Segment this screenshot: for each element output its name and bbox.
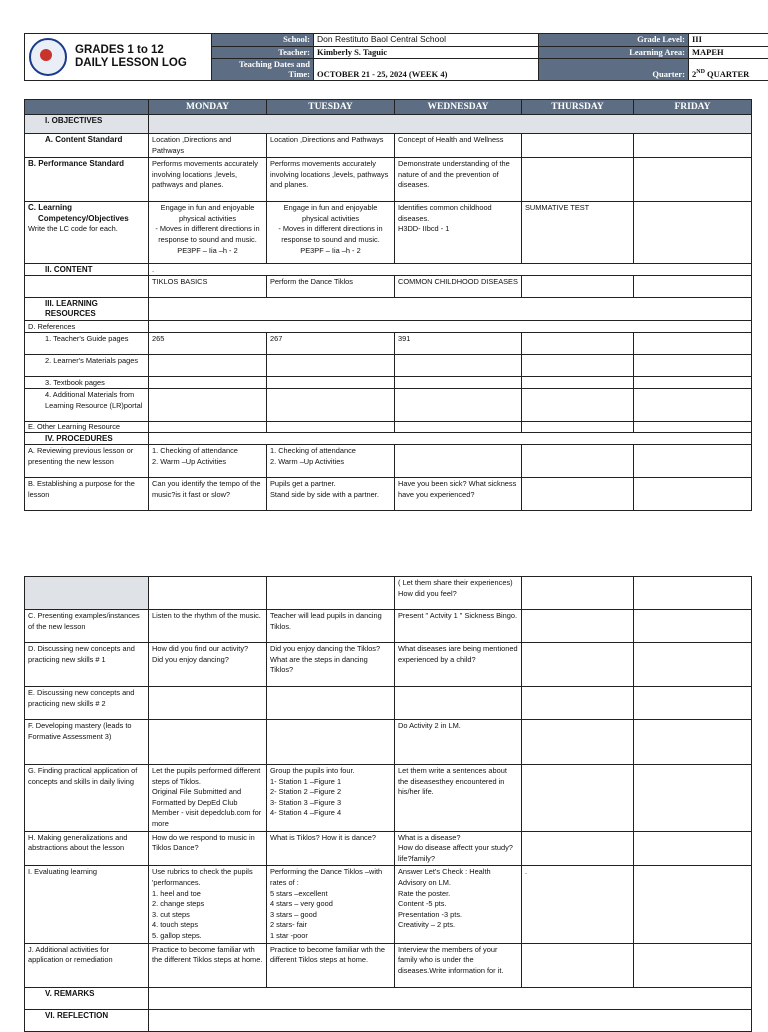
learning-competency-tuesday: Engage in fun and enjoyable physical activities - Moves in different directions in response to sound and music. PE3PF – Iia –h - 2 xyxy=(267,202,395,264)
day-header-blank xyxy=(25,100,149,115)
presenting-examples-tuesday: Teacher will lead pupils in dancing Tiklos. xyxy=(267,610,395,643)
discussing-1-thursday xyxy=(522,643,634,687)
evaluating-thursday: . xyxy=(522,866,634,943)
content-wednesday: COMMON CHILDHOOD DISEASES xyxy=(395,276,522,298)
lc-label-line1: C. Learning xyxy=(28,203,145,214)
developing-mastery-friday xyxy=(634,720,752,765)
purpose-monday: Can you identify the tempo of the music?is it fast or slow? xyxy=(149,478,267,511)
evaluating-label: I. Evaluating learning xyxy=(25,866,149,943)
other-resource-monday xyxy=(149,422,267,433)
teachers-guide-friday xyxy=(634,333,752,355)
performance-standard-wednesday: Demonstrate understanding of the nature of and the prevention of diseases. xyxy=(395,158,522,202)
content-standard-label: A. Content Standard xyxy=(25,134,149,158)
day-header-tuesday: TUESDAY xyxy=(267,100,395,115)
school-label: School: xyxy=(212,34,314,47)
textbook-pages-thursday xyxy=(522,377,634,389)
procedures-fill xyxy=(149,433,752,445)
performance-standard-monday: Performs movements accurately involving locations ,levels, pathways and planes. xyxy=(149,158,267,202)
presenting-examples-friday xyxy=(634,610,752,643)
additional-materials-monday xyxy=(149,389,267,422)
content-monday: TIKLOS BASICS xyxy=(149,276,267,298)
additional-activities-tuesday: Practice to become familiar wth the different Tiklos steps at home. xyxy=(267,943,395,987)
dates-label xyxy=(212,59,314,81)
learners-materials-label: 2. Learner's Materials pages xyxy=(25,355,149,377)
school-value: Don Restituto Baol Central School xyxy=(314,34,539,47)
purpose-friday xyxy=(634,478,752,511)
presenting-examples-monday: Listen to the rhythm of the music. xyxy=(149,610,267,643)
discussing-2-friday xyxy=(634,687,752,720)
additional-materials-thursday xyxy=(522,389,634,422)
learners-materials-tuesday xyxy=(267,355,395,377)
dates-label-line2: Time: xyxy=(215,69,310,79)
textbook-pages-label: 3. Textbook pages xyxy=(25,377,149,389)
references-fill xyxy=(149,321,752,333)
practical-application-thursday xyxy=(522,765,634,832)
quarter-label: Quarter: xyxy=(539,59,689,81)
additional-activities-thursday xyxy=(522,943,634,987)
other-resource-friday xyxy=(634,422,752,433)
presenting-examples-label: C. Presenting examples/instances of the new lesson xyxy=(25,610,149,643)
objectives-heading: I. OBJECTIVES xyxy=(25,115,149,134)
day-header-friday: FRIDAY xyxy=(634,100,752,115)
grade-level-label: Grade Level: xyxy=(539,34,689,47)
textbook-pages-monday xyxy=(149,377,267,389)
purpose-wednesday: Have you been sick? What sickness have you experienced? xyxy=(395,478,522,511)
form-title-line1: GRADES 1 to 12 xyxy=(75,44,187,57)
content-standard-friday xyxy=(634,134,752,158)
learners-materials-monday xyxy=(149,355,267,377)
generalizations-thursday xyxy=(522,831,634,866)
generalizations-label: H. Making generalizations and abstractions about the lesson xyxy=(25,831,149,866)
evaluating-tuesday: Performing the Dance Tiklos –with rates of : 5 stars –excellent 4 stars – very good 3 stars – good 2 stars- fair 1 star -poor xyxy=(267,866,395,943)
reviewing-friday xyxy=(634,445,752,478)
additional-materials-tuesday xyxy=(267,389,395,422)
continuation-wednesday: ( Let them share their experiences) How did you feel? xyxy=(395,577,522,610)
content-tuesday: Perform the Dance Tiklos xyxy=(267,276,395,298)
discussing-1-label: D. Discussing new concepts and practicing new skills # 1 xyxy=(25,643,149,687)
other-resource-tuesday xyxy=(267,422,395,433)
learning-competency-thursday: SUMMATIVE TEST xyxy=(522,202,634,264)
practical-application-monday: Let the pupils performed different steps of Tiklos. Original File Submitted and Formatted by DepEd Club Member - visit depedclub.com for more xyxy=(149,765,267,832)
content-thursday xyxy=(522,276,634,298)
additional-activities-wednesday: Interview the members of your family who is under the diseases.Write information for it. xyxy=(395,943,522,987)
teachers-guide-label: 1. Teacher's Guide pages xyxy=(25,333,149,355)
content-standard-thursday xyxy=(522,134,634,158)
teacher-label: Teacher: xyxy=(212,46,314,59)
learning-competency-wednesday: Identifies common childhood diseases. H3DD- IIbcd - 1 xyxy=(395,202,522,264)
continuation-label xyxy=(25,577,149,610)
developing-mastery-tuesday xyxy=(267,720,395,765)
learning-competency-monday: Engage in fun and enjoyable physical activities - Moves in different directions in response to sound and music. PE3PF – Iia –h - 2 xyxy=(149,202,267,264)
reviewing-label: A. Reviewing previous lesson or presenting the new lesson xyxy=(25,445,149,478)
remarks-fill xyxy=(149,987,752,1009)
additional-activities-label: J. Additional activities for application or remediation xyxy=(25,943,149,987)
developing-mastery-wednesday: Do Activity 2 in LM. xyxy=(395,720,522,765)
content-heading: II. CONTENT xyxy=(25,264,149,276)
discussing-2-tuesday xyxy=(267,687,395,720)
performance-standard-thursday xyxy=(522,158,634,202)
header-table xyxy=(24,33,768,81)
teachers-guide-thursday xyxy=(522,333,634,355)
quarter-value xyxy=(689,59,768,81)
grade-level-value: III xyxy=(689,34,768,47)
reviewing-tuesday: 1. Checking of attendance 2. Warm –Up Activities xyxy=(267,445,395,478)
developing-mastery-label: F. Developing mastery (leads to Formative Assessment 3) xyxy=(25,720,149,765)
objectives-row-fill xyxy=(149,115,752,134)
other-resource-wednesday xyxy=(395,422,522,433)
dates-label-line1: Teaching Dates and xyxy=(215,59,310,69)
quarter-suffix: ND xyxy=(696,69,705,75)
continuation-thursday xyxy=(522,577,634,610)
learning-area-value: MAPEH xyxy=(689,46,768,59)
discussing-2-monday xyxy=(149,687,267,720)
continuation-friday xyxy=(634,577,752,610)
day-header-wednesday: WEDNESDAY xyxy=(395,100,522,115)
content-heading-fill: . xyxy=(149,264,752,276)
purpose-label: B. Establishing a purpose for the lesson xyxy=(25,478,149,511)
evaluating-wednesday: Answer Let's Check : Health Advisory on LM. Rate the poster. Content -5 pts. Presentation -3 pts. Creativity – 2 pts. xyxy=(395,866,522,943)
continuation-tuesday xyxy=(267,577,395,610)
textbook-pages-friday xyxy=(634,377,752,389)
developing-mastery-thursday xyxy=(522,720,634,765)
discussing-2-wednesday xyxy=(395,687,522,720)
learning-competency-label xyxy=(25,202,149,264)
textbook-pages-tuesday xyxy=(267,377,395,389)
dates-value: OCTOBER 21 - 25, 2024 (WEEK 4) xyxy=(314,59,539,81)
header-title-cell xyxy=(25,34,212,81)
day-header-thursday: THURSDAY xyxy=(522,100,634,115)
reflection-heading: VI. REFLECTION xyxy=(25,1009,149,1031)
content-standard-wednesday: Concept of Health and Wellness xyxy=(395,134,522,158)
learners-materials-thursday xyxy=(522,355,634,377)
learners-materials-wednesday xyxy=(395,355,522,377)
additional-materials-friday xyxy=(634,389,752,422)
references-label: D. References xyxy=(25,321,149,333)
learning-resources-heading: III. LEARNING RESOURCES xyxy=(25,298,149,321)
purpose-thursday xyxy=(522,478,634,511)
content-friday xyxy=(634,276,752,298)
evaluating-friday xyxy=(634,866,752,943)
other-resource-label: E. Other Learning Resource xyxy=(25,422,149,433)
discussing-1-wednesday: What diseases iare being mentioned experienced by a child? xyxy=(395,643,522,687)
form-title-line2: DAILY LESSON LOG xyxy=(75,57,187,70)
practical-application-tuesday: Group the pupils into four. 1- Station 1 –Figure 1 2- Station 2 –Figure 2 3- Station 3 –Figure 3 4- Station 4 –Figure 4 xyxy=(267,765,395,832)
lc-label-line3: Write the LC code for each. xyxy=(28,224,145,235)
content-standard-tuesday: Location ,Directions and Pathways xyxy=(267,134,395,158)
teachers-guide-monday: 265 xyxy=(149,333,267,355)
purpose-tuesday: Pupils get a partner. Stand side by side with a partner. xyxy=(267,478,395,511)
performance-standard-friday xyxy=(634,158,752,202)
quarter-text: QUARTER xyxy=(705,69,749,79)
performance-standard-tuesday: Performs movements accurately involving locations ,levels, pathways and planes. xyxy=(267,158,395,202)
practical-application-wednesday: Let them write a sentences about the diseasesthey encountered in his/her life. xyxy=(395,765,522,832)
presenting-examples-thursday xyxy=(522,610,634,643)
generalizations-tuesday: What is Tiklos? How it is dance? xyxy=(267,831,395,866)
textbook-pages-wednesday xyxy=(395,377,522,389)
reviewing-thursday xyxy=(522,445,634,478)
teacher-value: Kimberly S. Taguic xyxy=(314,46,539,59)
content-standard-monday: Location ,Directions and Pathways xyxy=(149,134,267,158)
additional-activities-friday xyxy=(634,943,752,987)
learning-resources-fill xyxy=(149,298,752,321)
reflection-fill xyxy=(149,1009,752,1031)
continuation-monday xyxy=(149,577,267,610)
lesson-table-page2 xyxy=(24,576,752,1032)
practical-application-friday xyxy=(634,765,752,832)
discussing-2-label: E. Discussing new concepts and practicing new skills # 2 xyxy=(25,687,149,720)
remarks-heading: V. REMARKS xyxy=(25,987,149,1009)
practical-application-label: G. Finding practical application of concepts and skills in daily living xyxy=(25,765,149,832)
deped-seal-logo xyxy=(29,38,67,76)
discussing-1-monday: How did you find our activity? Did you enjoy dancing? xyxy=(149,643,267,687)
learning-area-label: Learning Area: xyxy=(539,46,689,59)
teachers-guide-wednesday: 391 xyxy=(395,333,522,355)
performance-standard-label: B. Performance Standard xyxy=(25,158,149,202)
procedures-heading: IV. PROCEDURES xyxy=(25,433,149,445)
other-resource-thursday xyxy=(522,422,634,433)
day-header-monday: MONDAY xyxy=(149,100,267,115)
discussing-2-thursday xyxy=(522,687,634,720)
quarter-number: 2 xyxy=(692,69,696,79)
additional-activities-monday: Practice to become familiar wth the different Tiklos steps at home. xyxy=(149,943,267,987)
generalizations-wednesday: What is a disease? How do disease affectt your study?life?family? xyxy=(395,831,522,866)
discussing-1-tuesday: Did you enjoy dancing the Tiklos? What are the steps in dancing Tiklos? xyxy=(267,643,395,687)
teachers-guide-tuesday: 267 xyxy=(267,333,395,355)
content-label-blank xyxy=(25,276,149,298)
learning-competency-friday xyxy=(634,202,752,264)
developing-mastery-monday xyxy=(149,720,267,765)
lc-label-line2: Competency/Objectives xyxy=(28,214,145,225)
generalizations-friday xyxy=(634,831,752,866)
lesson-table-page1 xyxy=(24,99,752,511)
discussing-1-friday xyxy=(634,643,752,687)
presenting-examples-wednesday: Present " Actvity 1 " Sickness Bingo. xyxy=(395,610,522,643)
additional-materials-wednesday xyxy=(395,389,522,422)
additional-materials-label: 4. Additional Materials from Learning Resource (LR)portal xyxy=(25,389,149,422)
reviewing-wednesday xyxy=(395,445,522,478)
evaluating-monday: Use rubrics to check the pupils 'performances. 1. heel and toe 2. change steps 3. cut steps 4. touch steps 5. gallop steps. xyxy=(149,866,267,943)
reviewing-monday: 1. Checking of attendance 2. Warm –Up Activities xyxy=(149,445,267,478)
learners-materials-friday xyxy=(634,355,752,377)
generalizations-monday: How do we respond to music in Tiklos Dance? xyxy=(149,831,267,866)
